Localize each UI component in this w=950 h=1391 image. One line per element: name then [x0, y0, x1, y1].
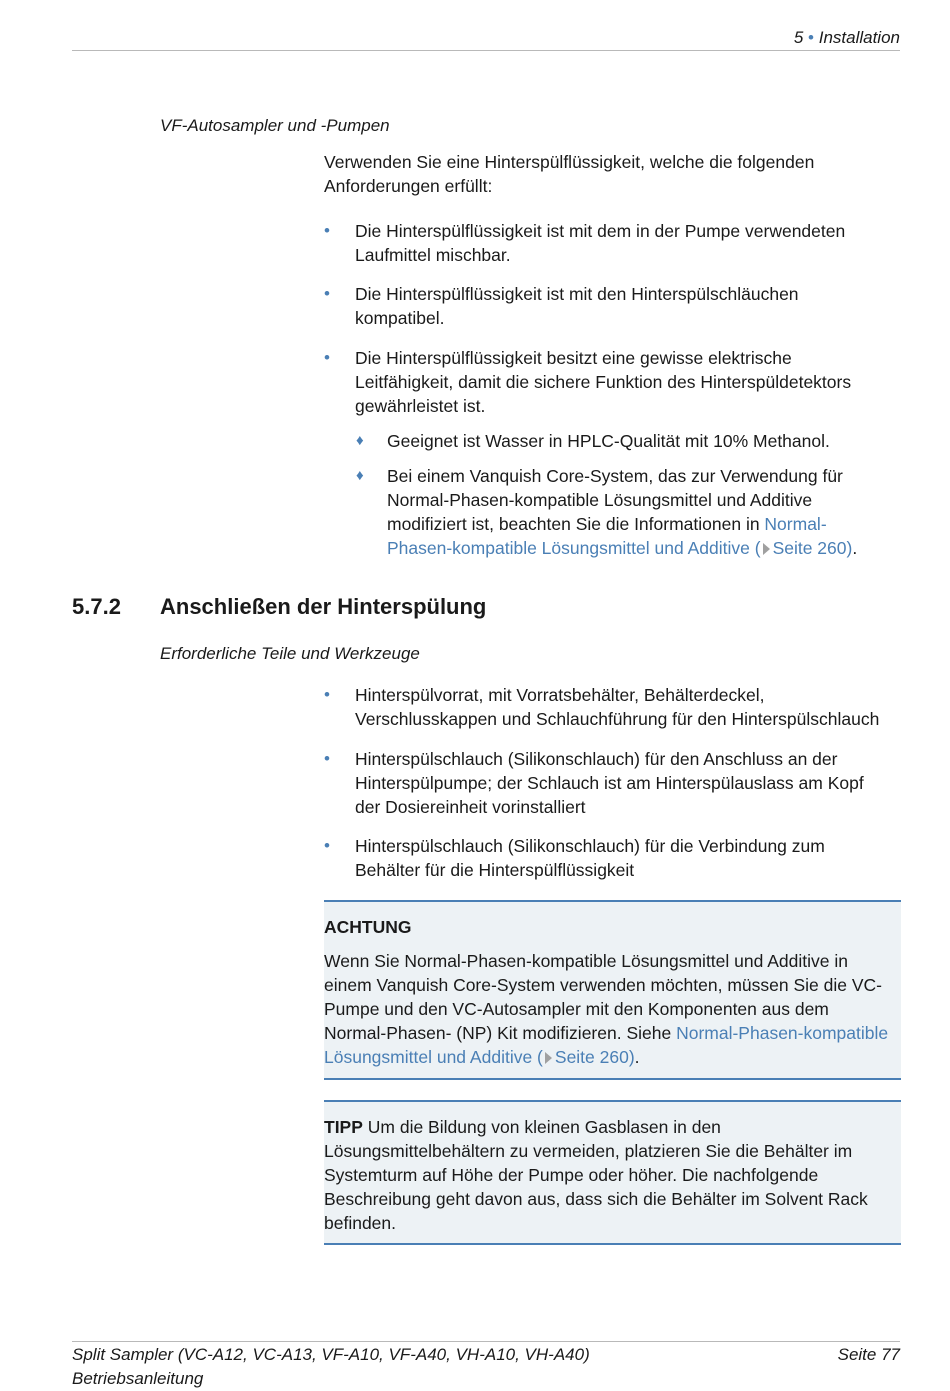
page-number: Seite 77: [837, 1345, 900, 1364]
sub-bullet-text: Bei einem Vanquish Core-System, das zur Verwendung für Normal-Phasen-kompatible Lösungsmittel und Additive modifiziert ist, beachten Sie die Informationen in: [387, 466, 843, 534]
chapter-number: 5: [793, 28, 804, 47]
vf-heading: VF-Autosampler und -Pumpen: [160, 116, 390, 135]
tipp-body: [324, 1115, 895, 1235]
chapter-title: Installation: [818, 28, 900, 47]
tipp-notice: [324, 1100, 901, 1245]
list-item: • Die Hinterspülflüssigkeit ist mit dem in der Pumpe verwendeten Laufmittel mischbar.: [324, 221, 846, 265]
notice-body: Wenn Sie Normal-Phasen-kompatible Lösungsmittel und Additive in einem Vanquish Core-System verwenden möchten, müssen Sie die VC-Pumpe und den VC-Autosampler mit den Komponenten aus dem Normal-Phasen- (NP) Kit modifizieren. Siehe Normal-Phasen-kompatible Lösungsmittel und Additive ( Seite 260).: [324, 951, 889, 1067]
list-item: • Hinterspülschlauch (Silikonschlauch) für die Verbindung zum Behälter für die Hinterspülflüssigkeit: [324, 836, 825, 880]
sub-list-item: ♦ Bei einem Vanquish Core-System, das zur Verwendung für Normal-Phasen-kompatible Lösungsmittel und Additive modifiziert ist, beachten Sie die Informationen in Normal-Phasen-kompatible Lösungsmittel und Additive ( Seite 260).: [356, 466, 858, 558]
list-item: • Hinterspülvorrat, mit Vorratsbehälter, Behälterdeckel, Verschlusskappen und Schlauchführung für den Hinterspülschlauch: [324, 685, 880, 729]
section-number: 5.7.2: [72, 594, 121, 619]
tipp-title: TIPP: [324, 1117, 363, 1137]
bullet-icon: •: [324, 348, 330, 367]
normal-phase-link[interactable]: Normal-Phasen-kompatible Lösungsmittel und Additive ( Seite 260): [324, 1023, 889, 1067]
footer-doc-type: Betriebsanleitung: [72, 1369, 204, 1388]
notice-title: ACHTUNG: [324, 917, 412, 937]
list-item: • Die Hinterspülflüssigkeit besitzt eine gewisse elektrische Leitfähigkeit, damit die sichere Funktion des Hinterspüldetektors gewährleistet ist.: [324, 348, 852, 416]
sub-list-item: ♦ Geeignet ist Wasser in HPLC-Qualität mit 10% Methanol.: [356, 431, 830, 451]
section-subheading: Erforderliche Teile und Werkzeuge: [160, 644, 420, 663]
normal-phase-link[interactable]: Normal-Phasen-kompatible Lösungsmittel und Additive ( Seite 260): [387, 514, 853, 558]
diamond-bullet-icon: ♦: [356, 432, 364, 449]
achtung-notice: [324, 900, 901, 1080]
diamond-bullet-icon: ♦: [356, 467, 364, 484]
page-header: [72, 28, 900, 51]
bullet-icon: •: [324, 284, 330, 303]
bullet-icon: •: [324, 836, 330, 855]
tipp-text: Um die Bildung von kleinen Gasblasen in den Lösungsmittelbehältern zu vermeiden, platzieren Sie die Behälter im Systemturm auf Höhe der Pumpe oder höher. Die nachfolgende Beschreibung geht davon aus, dass sich die Behälter im Solvent Rack befinden.: [324, 1117, 868, 1233]
triangle-right-icon: [545, 1052, 552, 1064]
header-dot-icon: •: [808, 28, 814, 47]
list-item: • Die Hinterspülflüssigkeit ist mit den Hinterspülschläuchen kompatibel.: [324, 284, 799, 328]
section-title: Anschließen der Hinterspülung: [160, 594, 487, 619]
bullet-icon: •: [324, 685, 330, 704]
triangle-right-icon: [763, 543, 770, 555]
footer-product: Split Sampler (VC-A12, VC-A13, VF-A10, VF-A40, VH-A10, VH-A40): [72, 1345, 590, 1364]
bullet-icon: •: [324, 749, 330, 768]
bullet-icon: •: [324, 221, 330, 240]
page-footer: [72, 1341, 900, 1391]
list-item: • Hinterspülschlauch (Silikonschlauch) für den Anschluss an der Hinterspülpumpe; der Schlauch ist am Hinterspülauslass am Kopf der Dosiereinheit vorinstalliert: [324, 749, 864, 817]
vf-intro: Verwenden Sie eine Hinterspülflüssigkeit, welche die folgenden Anforderungen erfüllt:: [324, 152, 815, 196]
